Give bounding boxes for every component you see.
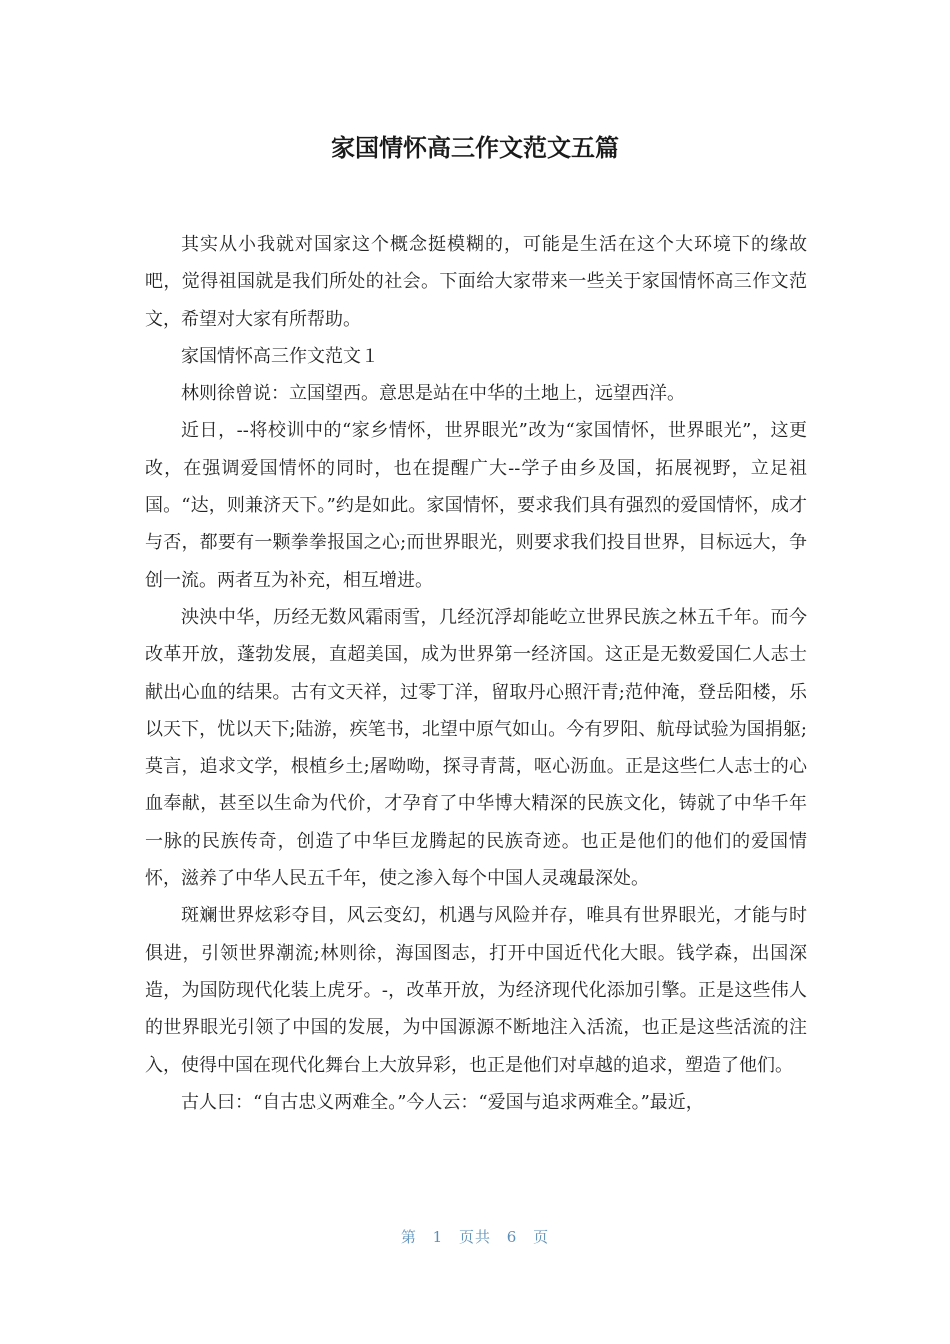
paragraph: 泱泱中华，历经无数风霜雨雪，几经沉浮却能屹立世界民族之林五千年。而今改革开放，蓬勃发展，直超美国，成为世界第一经济国。这正是无数爱国仁人志士献出心血的结果。古有文天祥，过零丁洋，留取丹心照汗青;范仲淹，登岳阳楼，乐以天下，忧以天下;陆游，疾笔书，北望中原气如山。今有罗阳、航母试验为国捐躯;莫言，追求文学，根植乡土;屠呦呦，探寻青蒿，呕心沥血。正是这些仁人志士的心血奉献，甚至以生命为代价，才孕育了中华博大精深的民族文化，铸就了中华千年一脉的民族传奇，创造了中华巨龙腾起的民族奇迹。也正是他们的他们的爱国情怀，滋养了中华人民五千年，使之渗入每个中国人灵魂最深处。: [145, 606, 807, 890]
paragraph-intro: 其实从小我就对国家这个概念挺模糊的，可能是生活在这个大环境下的缘故吧，觉得祖国就是我们所处的社会。下面给大家带来一些关于家国情怀高三作文范文，希望对大家有所帮助。: [145, 234, 807, 330]
paragraph: 近日，--将校训中的“家乡情怀，世界眼光”改为“家国情怀，世界眼光”，这更改，在强调爱国情怀的同时，也在提醒广大--学子由乡及国，拓展视野，立足祖国。“达，则兼济天下。”约是如此。家国情怀，要求我们具有强烈的爱国情怀，成才与否，都要有一颗拳拳报国之心;而世界眼光，则要求我们投目世界，目标远大，争创一流。两者互为补充，相互增进。: [145, 420, 807, 591]
document-title: 家国情怀高三作文范文五篇: [331, 134, 619, 162]
page-of-label: 页共: [458, 1228, 491, 1246]
page-label: 第: [400, 1228, 417, 1246]
page-number-footer: [0, 1226, 950, 1248]
paragraph: 斑斓世界炫彩夺目，风云变幻，机遇与风险并存，唯具有世界眼光，才能与时俱进，引领世界潮流;林则徐，海国图志，打开中国近代化大眼。钱学森，出国深造，为国防现代化装上虎牙。-，改革开放，为经济现代化添加引擎。正是这些伟人的世界眼光引领了中国的发展，为中国源源不断地注入活流，也正是这些活流的注入，使得中国在现代化舞台上大放异彩，也正是他们对卓越的追求，塑造了他们。: [145, 905, 807, 1076]
paragraph-subheading: 家国情怀高三作文范文１: [181, 345, 379, 367]
current-page-number: 1: [432, 1228, 444, 1246]
page-end-label: 页: [533, 1228, 550, 1246]
document-body: [145, 226, 807, 1121]
paragraph: 林则徐曾说：立国望西。意思是站在中华的土地上，远望西洋。: [181, 383, 685, 405]
paragraph: 古人曰：“自古忠义两难全。”今人云：“爱国与追求两难全。”最近，: [181, 1091, 704, 1113]
total-pages-number: 6: [506, 1228, 518, 1246]
